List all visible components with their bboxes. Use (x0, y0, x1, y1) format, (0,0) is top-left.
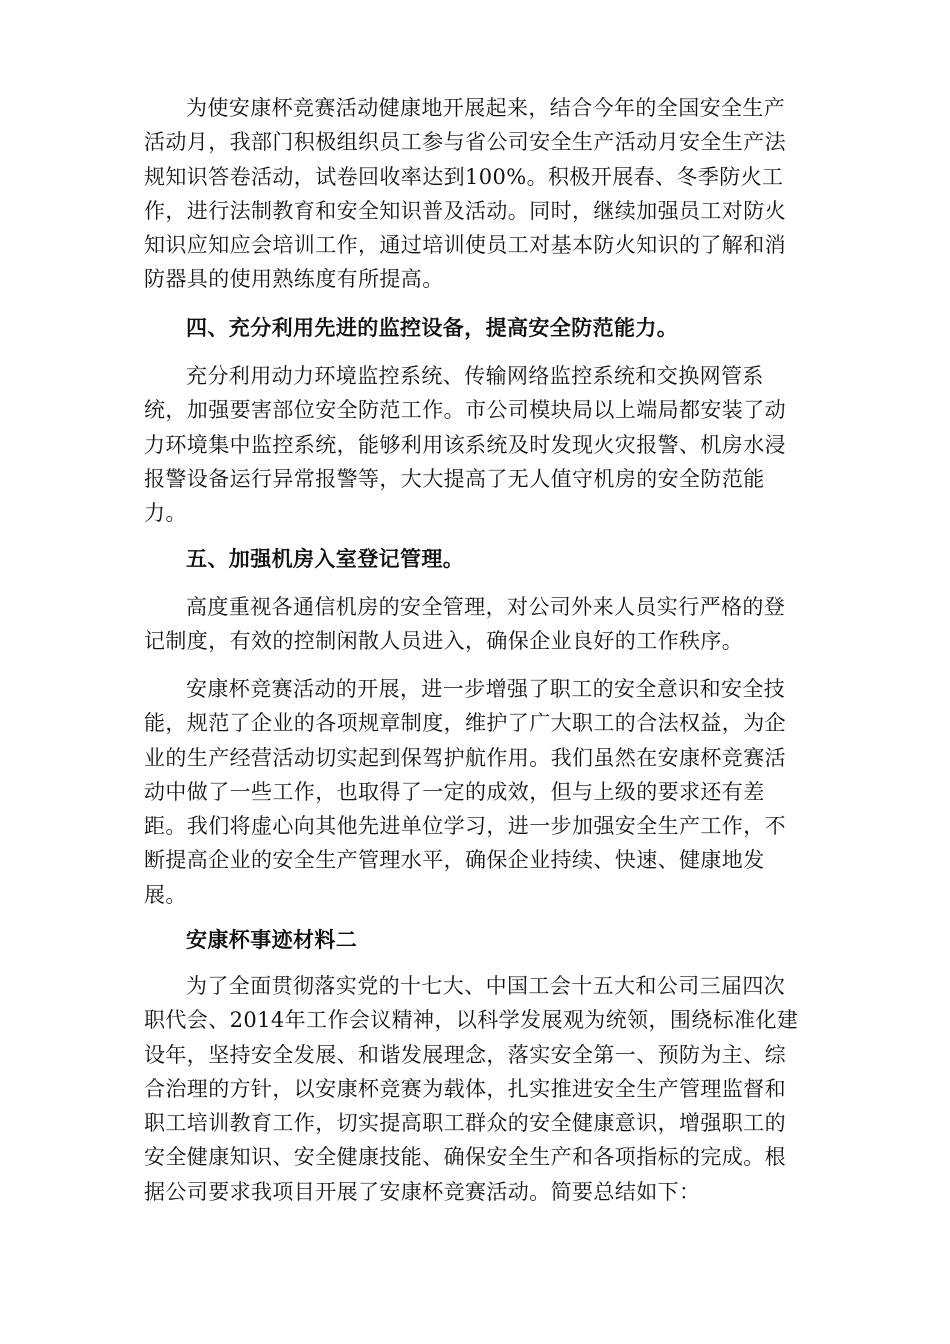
body-paragraph: 为使安康杯竞赛活动健康地开展起来，结合今年的全国安全生产活动月，我部门积极组织员工参与省公司安全生产活动月安全生产法规知识答卷活动，试卷回收率达到100%。积极开展春、冬季防火工作，进行法制教育和安全知识普及活动。同时，继续加强员工对防火知识应知应会培训工作，通过培训使员工对基本防火知识的了解和消防器具的使用熟练度有所提高。 (144, 96, 786, 292)
section-title: 安康杯事迹材料二 (186, 927, 358, 952)
body-paragraph: 安康杯竞赛活动的开展，进一步增强了职工的安全意识和安全技能，规范了企业的各项规章制度，维护了广大职工的合法权益，为企业的生产经营活动切实起到保驾护航作用。我们虽然在安康杯竞赛活动中做了一些工作，也取得了一定的成效，但与上级的要求还有差距。我们将虚心向其他先进单位学习，进一步加强安全生产工作，不断提高企业的安全生产管理水平，确保企业持续、快速、健康地发展。 (144, 677, 786, 907)
body-paragraph: 为了全面贯彻落实党的十七大、中国工会十五大和公司三届四次职代会、2014年工作会议精神，以科学发展观为统领，围绕标准化建设年，坚持安全发展、和谐发展理念，落实安全第一、预防为主、综合治理的方针，以安康杯竞赛为载体，扎实推进安全生产管理监督和职工培训教育工作，切实提高职工群众的安全健康意识，增强职工的安全健康知识、安全健康技能、确保安全生产和各项指标的完成。根据公司要求我项目开展了安康杯竞赛活动。简要总结如下： (144, 974, 799, 1204)
section-heading-4: 四、充分利用先进的监控设备，提高安全防范能力。 (186, 315, 679, 340)
body-paragraph: 高度重视各通信机房的安全管理，对公司外来人员实行严格的登记制度，有效的控制闲散人员进入，确保企业良好的工作秩序。 (144, 595, 786, 654)
section-heading-5: 五、加强机房入室登记管理。 (186, 546, 465, 571)
body-paragraph: 充分利用动力环境监控系统、传输网络监控系统和交换网管系统，加强要害部位安全防范工作。市公司模块局以上端局都安装了动力环境集中监控系统，能够利用该系统及时发现火灾报警、机房水浸报警设备运行异常报警等，大大提高了无人值守机房的安全防范能力。 (144, 364, 786, 526)
